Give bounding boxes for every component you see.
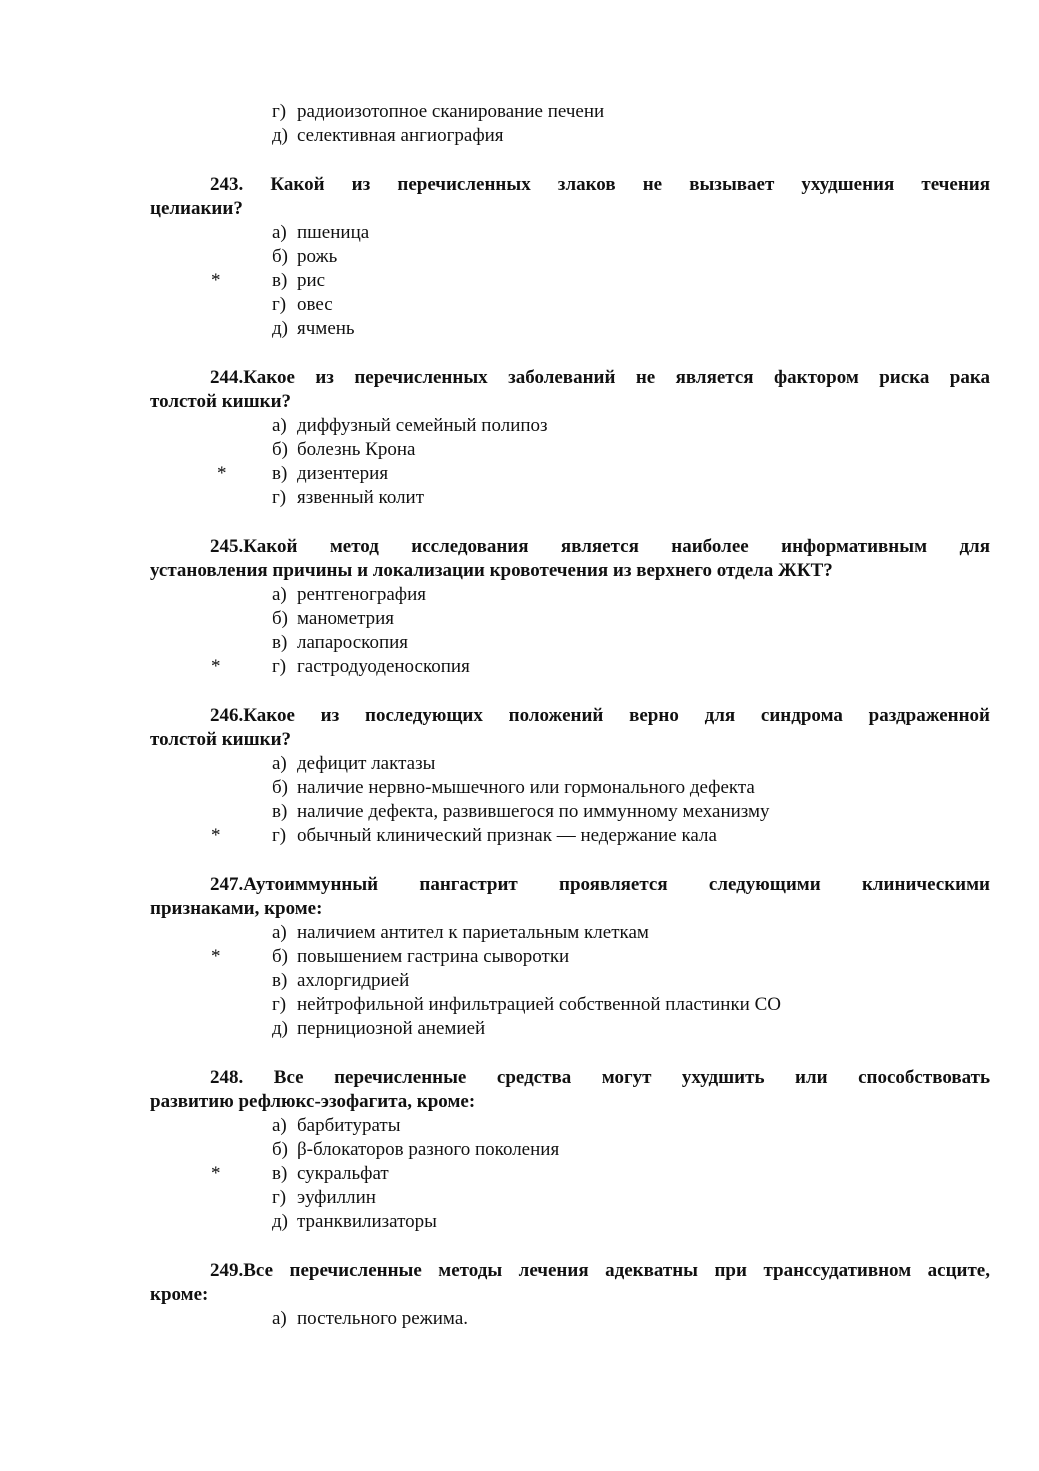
option-text: овес — [297, 294, 333, 315]
option-letter: в) — [272, 632, 288, 653]
option-text: наличием антител к париетальным клеткам — [297, 922, 649, 943]
option-text: обычный клинический признак — недержание кала — [297, 825, 717, 846]
question-245-line1 — [210, 535, 990, 559]
option-text: транквилизаторы — [297, 1211, 437, 1232]
option-text: повышением гастрина сыворотки — [297, 946, 570, 967]
correct-answer-mark: * — [211, 656, 221, 677]
option-letter: в) — [272, 970, 288, 991]
option-text: рентгенография — [297, 584, 426, 605]
option-letter: в) — [272, 463, 288, 484]
option-text: дефицит лактазы — [297, 753, 436, 774]
option-letter: д) — [272, 1018, 288, 1039]
option-text: β-блокаторов разного поколения — [297, 1139, 560, 1160]
option-letter: а) — [272, 584, 287, 605]
option-letter: б) — [272, 777, 288, 798]
question-243-line1 — [210, 173, 990, 197]
question-246-line1 — [210, 704, 990, 728]
option-text: сукральфат — [297, 1163, 389, 1184]
question-text: Какой из перечисленных злаков не вызывает ухудшения течения — [270, 174, 990, 195]
option-text: манометрия — [297, 608, 395, 629]
option-text: гастродуоденоскопия — [297, 656, 470, 677]
option-letter: б) — [272, 439, 288, 460]
option-letter: г) — [272, 1187, 287, 1208]
option-text: эуфиллин — [297, 1187, 376, 1208]
correct-answer-mark: * — [211, 946, 221, 967]
question-text: Какой метод исследования является наиболее информативным для — [243, 536, 990, 557]
question-244-line2: толстой кишки? — [150, 391, 292, 412]
option-text: рис — [297, 270, 326, 291]
question-number: 246. — [210, 705, 244, 726]
option-text: барбитураты — [297, 1115, 401, 1136]
option-text: лапароскопия — [297, 632, 409, 653]
option-letter: д) — [272, 125, 288, 146]
option-letter: д) — [272, 318, 288, 339]
option-letter: в) — [272, 801, 288, 822]
option-text: ячмень — [297, 318, 355, 339]
correct-answer-mark: * — [217, 463, 227, 484]
correct-answer-mark: * — [211, 270, 221, 291]
option-letter: б) — [272, 946, 288, 967]
question-number: 247. — [210, 874, 244, 895]
question-244-line1 — [210, 366, 990, 390]
option-letter: б) — [272, 1139, 288, 1160]
question-text: Все перечисленные средства могут ухудшить или способствовать — [273, 1067, 990, 1088]
option-text: язвенный колит — [297, 487, 425, 508]
option-text: пернициозной анемией — [297, 1018, 486, 1039]
question-number: 244. — [210, 367, 244, 388]
option-letter: г) — [272, 825, 287, 846]
option-text: радиоизотопное сканирование печени — [297, 101, 605, 122]
question-248-line2: развитию рефлюкс-эзофагита, кроме: — [150, 1091, 476, 1112]
question-243-line2: целиакии? — [150, 198, 243, 219]
correct-answer-mark: * — [211, 1163, 221, 1184]
question-text: Все перечисленные методы лечения адекватны при транссудативном асците, — [243, 1260, 990, 1281]
option-text: дизентерия — [297, 463, 389, 484]
option-letter: а) — [272, 922, 287, 943]
question-246-line2: толстой кишки? — [150, 729, 292, 750]
question-248-line1 — [210, 1066, 990, 1090]
question-text: Аутоиммунный пангастрит проявляется следующими клиническими — [243, 874, 990, 895]
option-text: рожь — [297, 246, 338, 267]
option-letter: г) — [272, 101, 287, 122]
question-number: 243. — [210, 174, 244, 195]
option-letter: а) — [272, 753, 287, 774]
option-letter: а) — [272, 222, 287, 243]
question-249-line1 — [210, 1259, 990, 1283]
question-number: 245. — [210, 536, 244, 557]
correct-answer-mark: * — [211, 825, 221, 846]
question-245-line2: установления причины и локализации кровотечения из верхнего отдела ЖКТ? — [150, 560, 833, 581]
option-text: нейтрофильной инфильтрацией собственной пластинки СО — [297, 994, 781, 1015]
question-text: Какое из перечисленных заболеваний не является фактором риска рака — [243, 367, 990, 388]
option-text: селективная ангиография — [297, 125, 504, 146]
option-letter: г) — [272, 294, 287, 315]
option-text: диффузный семейный полипоз — [297, 415, 548, 436]
option-letter: в) — [272, 1163, 288, 1184]
question-text: Какое из последующих положений верно для синдрома раздраженной — [243, 705, 990, 726]
option-letter: в) — [272, 270, 288, 291]
option-letter: а) — [272, 415, 287, 436]
option-letter: г) — [272, 487, 287, 508]
option-letter: а) — [272, 1115, 287, 1136]
question-number: 248. — [210, 1067, 244, 1088]
option-letter: г) — [272, 994, 287, 1015]
question-247-line2: признаками, кроме: — [150, 898, 323, 919]
option-text: ахлоргидрией — [297, 970, 410, 991]
option-text: наличие нервно-мышечного или гормонального дефекта — [297, 777, 755, 798]
option-text: пшеница — [297, 222, 370, 243]
option-text: наличие дефекта, развившегося по иммунному механизму — [297, 801, 770, 822]
question-247-line1 — [210, 873, 990, 897]
option-letter: б) — [272, 608, 288, 629]
option-text: болезнь Крона — [297, 439, 416, 460]
option-letter: г) — [272, 656, 287, 677]
option-letter: а) — [272, 1308, 287, 1329]
option-text: постельного режима. — [297, 1308, 468, 1329]
option-letter: д) — [272, 1211, 288, 1232]
option-letter: б) — [272, 246, 288, 267]
question-249-line2: кроме: — [150, 1284, 209, 1305]
question-number: 249. — [210, 1260, 244, 1281]
